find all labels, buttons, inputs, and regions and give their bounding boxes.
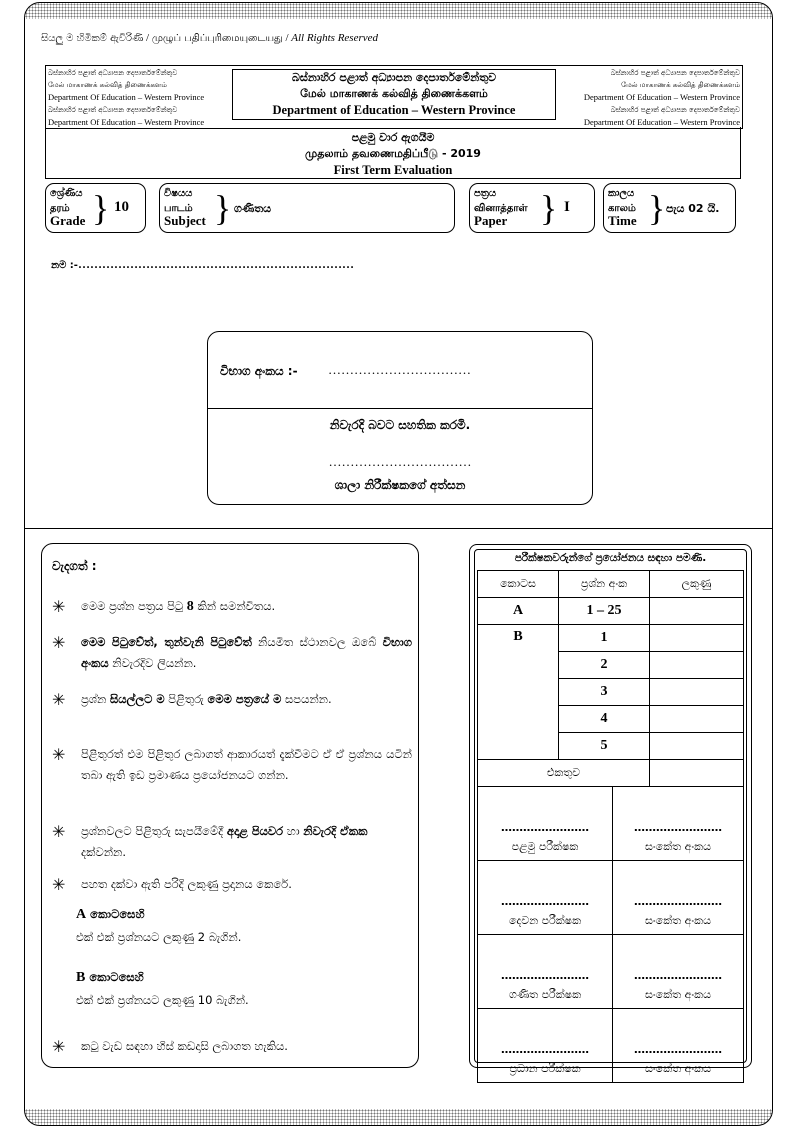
n2-text-a: මෙම පිටුවේත්, තුන්වැනි පිටුවේත් [81,635,252,649]
exam-sinhala: පළමු වාර ඇගයීම [351,131,435,144]
n3-text-e: සපයන්න. [281,692,332,706]
examiner-row [478,787,744,861]
n1-pages: 8 [186,599,194,614]
a-head-en: A [76,907,87,922]
time-box [603,183,736,233]
copyright-tamil: முழுப் பதிப்புரிமையுடையது [151,33,283,44]
exam-tamil: முதலாம் தவணைமதிப்பீடு - 2019 [305,147,481,160]
star-icon: ✳ [52,1037,66,1056]
bg-english-4: Department Of Education – Western Province [583,116,740,127]
code4-cell[interactable] [613,1009,744,1083]
paper-label-tamil: வினாத்தாள் [474,203,528,214]
exam-title-box [45,127,741,179]
examiner-row [478,861,744,935]
instruction-4 [52,744,412,786]
grade-brace: } [92,188,110,228]
certify-text: නිවැරදි බවට සහතික කරමි. [329,418,471,432]
table-row [478,625,744,652]
col-question: ප්‍රශ්න අංක [559,571,650,598]
time-label-english: Time [608,213,637,228]
examiner1-dots: …………………… [501,821,589,834]
examiner1-label: පළමු පරීක්ෂක [511,840,579,853]
grade-label-english: Grade [50,213,86,228]
bg-sinhala-4: බස්නාහිර පළාත් අධ්‍යාපන දෙපාර්තමේන්තුව [610,105,740,114]
examiner4-cell[interactable] [478,1009,613,1083]
time-label-sinhala: කාලය [608,188,635,199]
instruction-7 [52,1036,412,1057]
top-border-pattern [25,3,772,19]
n4-text: පිළිතුරත් එම පිළිතුර ලබාගත් ආකාරයත් දැක්වීමට ඒ ඒ ප්‍රශ්නය යටින් තබා ඇති ඉඩ ප්‍රමාණය ප්‍රයෝජනයට ගන්න. [81,747,412,782]
instructions-title: වැදගත් : [52,559,97,573]
bg-sinhala-1: බස්නාහිර පළාත් අධ්‍යාපන දෙපාර්තමේන්තුව [48,69,178,77]
index-number-label: විභාග අංකය :- [220,364,298,378]
examiner1-cell[interactable] [478,787,613,861]
grade-label-sinhala: ශ්‍රේණිය [50,188,83,199]
b-head-si: කොටසෙහි [85,970,144,984]
total-marks-cell[interactable] [650,760,744,787]
n5-text-e: දක්වන්න. [81,845,127,859]
paper-value: I [564,199,570,215]
copyright-english: All Rights Reserved [291,32,379,44]
department-tamil: மேல் மாகாணக் கல்வித் திணைக்களம் [300,87,488,100]
examiner-use-title: පරීක්ෂකවරුන්ගේ ප්‍රයෝජනය සඳහා පමණි. [514,552,707,564]
marks-cell[interactable] [650,679,744,706]
n3-text-b: සියල්ලට ම [110,692,165,706]
page-frame [24,2,773,1126]
star-icon: ✳ [52,597,66,616]
paper-label-english: Paper [474,213,508,228]
n3-text-d: මෙම පත්‍රයේ ම [207,692,282,706]
bg-english-3: Department Of Education – Western Province [583,92,740,103]
marks-cell[interactable] [650,733,744,760]
code1-label: සංකේත අංකය [645,840,711,853]
code4-dots: …………………… [634,1043,722,1056]
code3-cell[interactable] [613,935,744,1009]
code4-label: සංකේත අංකය [645,1062,711,1075]
marks-header-row [478,571,744,598]
a-text: එක් එක් ප්‍රශ්නයට ලකුණු 2 බැගින්. [76,930,242,944]
instructions-box [41,543,419,1068]
examiner-row [478,935,744,1009]
question-cell: 2 [559,652,650,679]
code2-cell[interactable] [613,861,744,935]
section-a-cell: A [478,598,559,625]
examiner2-cell[interactable] [478,861,613,935]
header-pattern-left [48,67,233,128]
bottom-border-pattern [25,1109,772,1125]
n1-text-c: කින් සමන්විතය. [193,599,276,613]
instruction-3 [52,689,412,710]
copyright-line [41,32,378,45]
examiner2-label: දෙවන පරීක්ෂක [508,914,582,927]
n7-text: කටු වැඩ සඳහා හිස් කඩදාසි ලබාගත හැකිය. [81,1039,288,1053]
examiner-use-box [469,544,752,1075]
n2-text-d: නිවැරදිව ලියන්න. [108,656,197,670]
bg-english-2: Department Of Education – Western Province [48,116,205,127]
grade-label-tamil: தரம் [50,203,70,214]
subject-label-sinhala: විෂයය [164,188,193,199]
b-text: එක් එක් ප්‍රශ්නයට ලකුණු 10 බැගින්. [76,993,249,1007]
copyright-sep-1: / [146,32,150,44]
code2-label: සංකේත අංකය [645,914,711,927]
grade-box [45,183,146,233]
n6-text: පහත දක්වා ඇති පරිදි ලකුණු ප්‍රදානය කෙරේ. [81,877,292,891]
total-row [478,760,744,787]
star-icon: ✳ [52,745,66,764]
signature-label: ශාලා නිරීක්ෂකගේ අත්සන [334,478,466,492]
section-b-cell: B [478,625,559,760]
a-head-si: කොටසෙහි [86,907,145,921]
paper-box [469,183,595,233]
copyright-sep-2: / [285,32,289,44]
name-dots: …………………………………………………………… [77,257,354,271]
star-icon: ✳ [52,690,66,709]
examiner3-cell[interactable] [478,935,613,1009]
department-sinhala: බස්නාහිර පළාත් අධ්‍යාපන දෙපාර්තමේන්තුව [291,71,497,84]
star-icon: ✳ [52,875,66,894]
question-cell: 3 [559,679,650,706]
marks-cell[interactable] [650,598,744,625]
examiner3-dots: …………………… [501,969,589,982]
marks-cell[interactable] [650,625,744,652]
question-cell: 5 [559,733,650,760]
certification-box [207,331,593,505]
examiner2-dots: …………………… [501,895,589,908]
marks-table [477,570,744,787]
subject-box [159,183,455,233]
department-title-box [232,69,556,120]
section-divider [25,528,772,529]
instruction-2 [52,632,412,674]
examiner-row [478,1009,744,1083]
col-section: කොටස [478,571,559,598]
n2-text-c: විභාග අංකය [81,635,412,670]
n5-text-d: නිවැරදි ඒකක [303,824,368,838]
marks-cell[interactable] [650,652,744,679]
subject-brace: } [214,188,232,228]
question-cell: 1 [559,625,650,652]
section-b-marking [52,967,412,1011]
marks-cell[interactable] [650,706,744,733]
n5-text-c: හා [283,824,304,838]
paper-label-sinhala: පත්‍රය [474,188,497,199]
department-header [45,65,743,129]
total-label: එකතුව [478,760,650,787]
n1-text-a: මෙම ප්‍රශ්න පත්‍රය පිටු [81,599,187,613]
department-english: Department of Education – Western Province [272,103,516,117]
code2-dots: …………………… [634,895,722,908]
bg-tamil-3: மேல் மாகாணக் கல்வித் திணைக்களம் [621,81,740,90]
exam-english: First Term Evaluation [333,163,453,177]
header-pattern-right [555,67,740,128]
instruction-6 [52,874,412,895]
examiner3-label: ගණිත පරීක්ෂක [508,988,582,1001]
section-a-marking [52,904,412,948]
n2-text-b: නියමිත ස්ථානවල ඔබේ [251,635,383,649]
examiner4-dots: …………………… [501,1043,589,1056]
subject-value: ගණිතය [234,202,272,215]
paper-brace: } [540,188,558,228]
code3-label: සංකේත අංකය [645,988,711,1001]
n3-text-c: පිළිතුරු [164,692,208,706]
star-icon: ✳ [52,633,66,652]
signature-line[interactable]: …………………………… [328,454,472,469]
subject-label-tamil: பாடம் [164,203,193,214]
time-label-tamil: காலம் [608,203,636,214]
bg-sinhala-2: බස්නාහිර පළාත් අධ්‍යාපන දෙපාර්තමේන්තුව [48,105,178,114]
bg-tamil-1: மேல் மாகாணக் கல்வித் திணைக்களம் [48,81,167,90]
n5-text-a: ප්‍රශ්නවලට පිළිතුරු සැපයීමේදී [81,824,227,838]
star-icon: ✳ [52,822,66,841]
examiner-signature-table [477,786,744,1083]
n3-text-a: ප්‍රශ්න [81,692,111,706]
b-head-en: B [76,970,86,985]
bg-english-1: Department Of Education – Western Province [48,92,205,103]
bg-sinhala-3: බස්නාහිර පළාත් අධ්‍යාපන දෙපාර්තමේන්තුව [610,69,740,77]
col-marks: ලකුණු [650,571,744,598]
time-brace: } [648,188,666,228]
instruction-5 [52,821,412,863]
copyright-sinhala: සියලු ම හිමිකම් ඇවිරිණි [41,33,144,44]
subject-label-english: Subject [164,213,206,228]
code1-dots: …………………… [634,821,722,834]
time-value: පැය 02 යි. [666,202,720,215]
examiner4-label: ප්‍රධාන පරීක්ෂක [509,1062,581,1075]
name-label: නම :- [51,260,78,271]
index-number-field[interactable]: …………………………… [328,362,471,377]
code1-cell[interactable] [613,787,744,861]
n5-text-b: අදාළ පියවර [226,824,284,838]
question-cell: 4 [559,706,650,733]
table-row [478,598,744,625]
instruction-1 [52,596,412,617]
a-range-cell: 1 – 25 [559,598,650,625]
code3-dots: …………………… [634,969,722,982]
name-field[interactable] [51,257,354,272]
grade-value: 10 [114,199,129,215]
